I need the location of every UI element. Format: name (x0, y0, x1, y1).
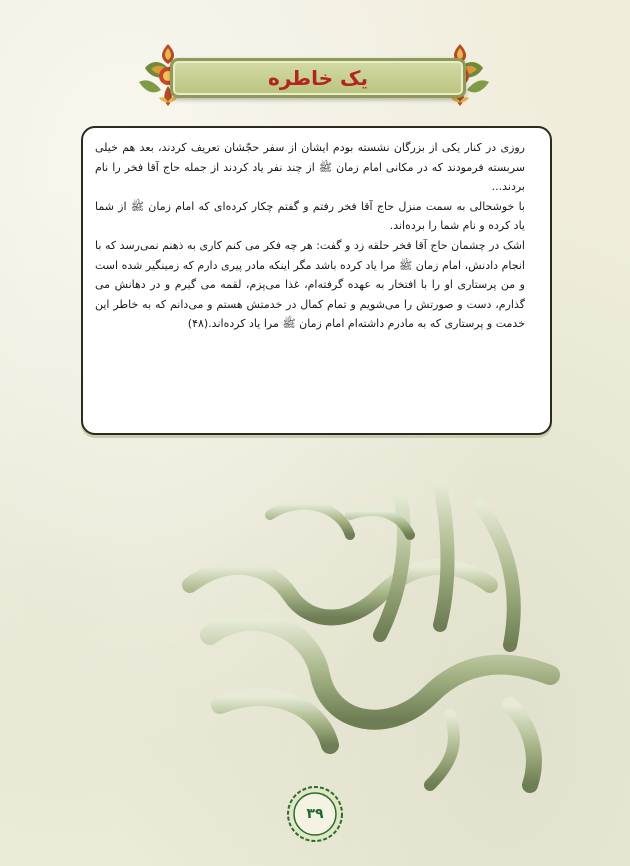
page-title: یک خاطره (268, 66, 368, 90)
memory-paragraph: با خوشحالی به سمت منزل حاج آقا فخر رفتم و گفتم چکار کرده‌ای که امام زمان ﷺ از شما یاد کرده و نام شما را برده‌اند. (95, 199, 525, 233)
page-number: ۳۹ (306, 806, 324, 822)
calligraphy-artwork (150, 455, 590, 795)
memory-text (95, 138, 525, 334)
memory-paragraph: روزی در کنار یکی از بزرگان نشسته بودم ایشان از سفر حجّشان تعریف کردند، بعد هم خیلی سربسته فرمودند که در مکانی امام زمان ﷺ از چند نفر یاد کردند از جمله حاج آقا فخر را نام بردند... (95, 141, 525, 194)
memory-paragraph: اشک در چشمان حاج آقا فخر حلقه زد و گفت: هر چه فکر می کنم کاری به ذهنم نمی‌رسد که با انجام دادنش، امام زمان ﷺ مرا یاد کرده باشد مگر اینکه مادر پیری دارم که زمینگیر شده است و من پرستاری او را با افتخار به عهده گرفته‌ام، غذا می‌پزم، لقمه می گیرم و در دهانش می گذارم، دست و صورتش را می‌شویم و تمام کمال در خدمتش هستم و می‌دانم که به خاطر این خدمت و پرستاری که به مادرم داشته‌ام امام زمان ﷺ مرا یاد کرده‌اند.(۴۸) (95, 238, 525, 331)
